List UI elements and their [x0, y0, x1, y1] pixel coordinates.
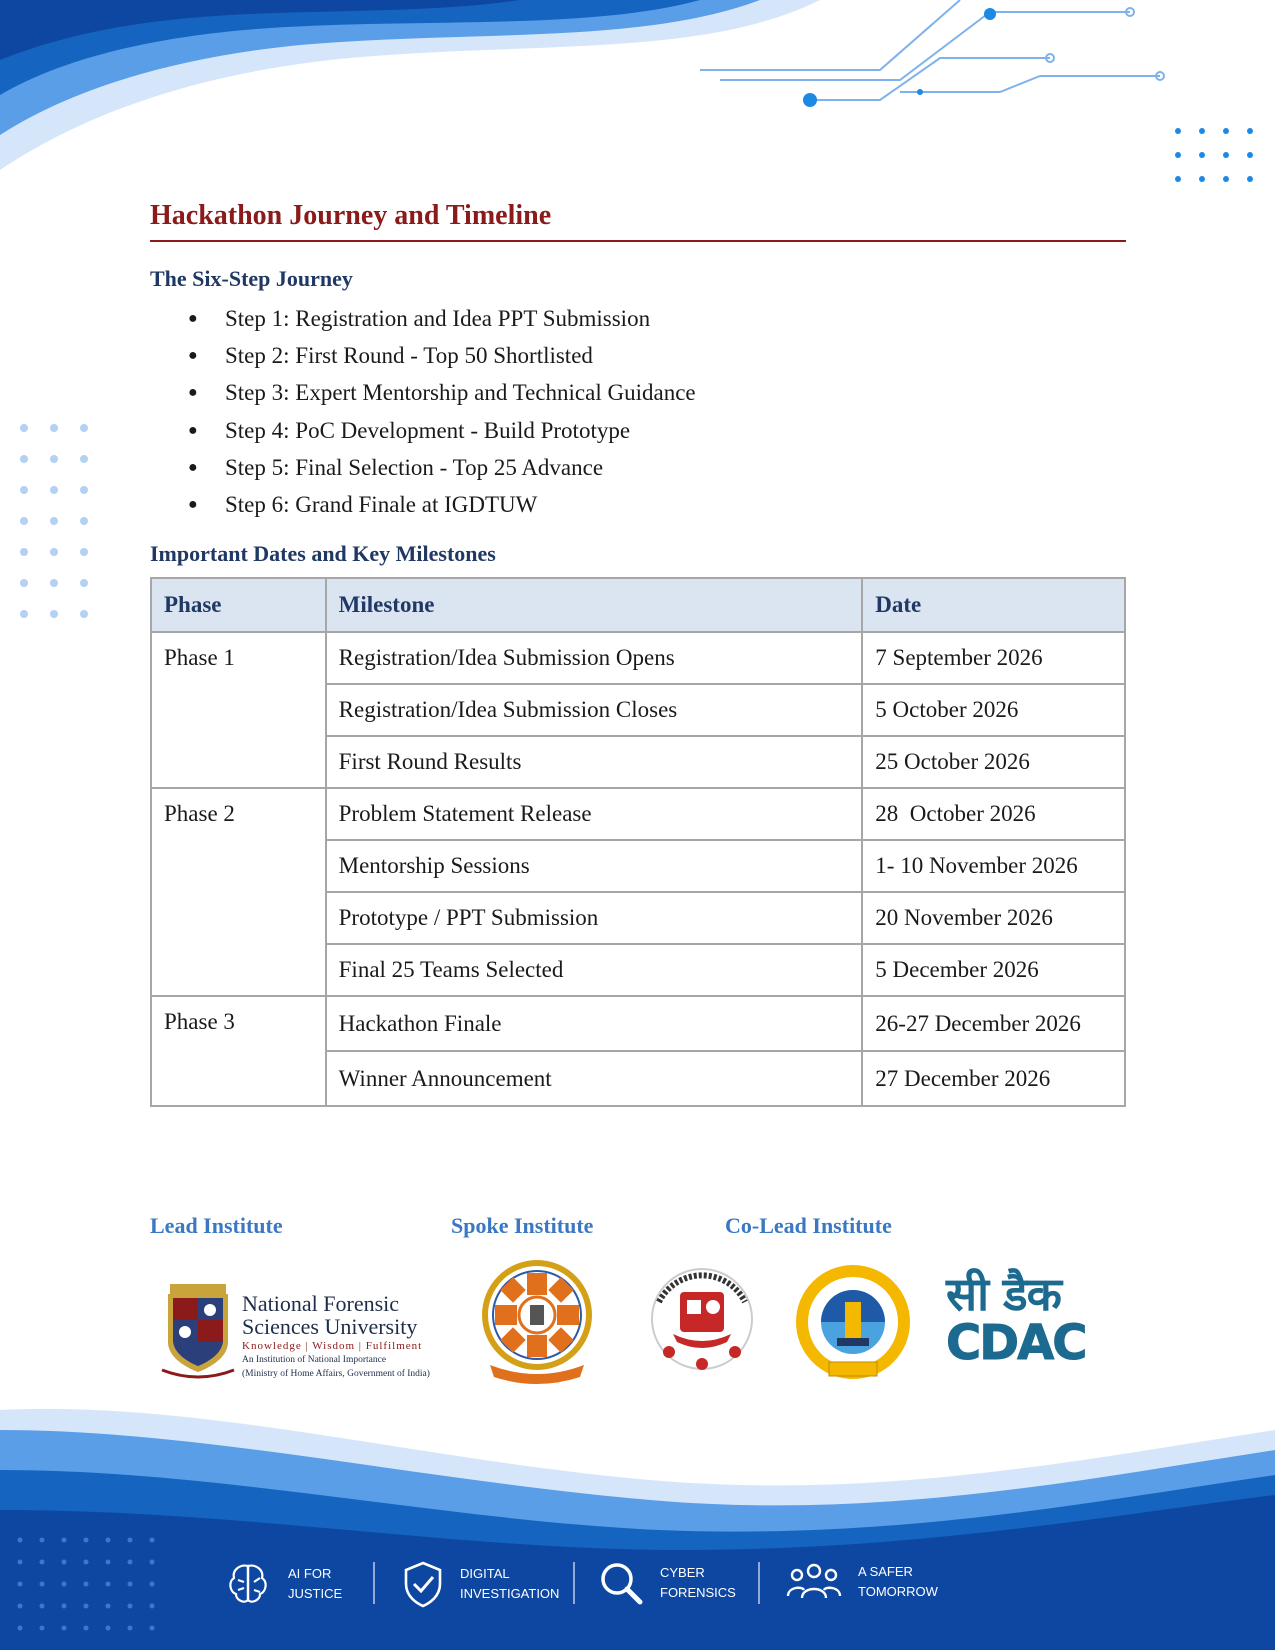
spoke-institute-label: Spoke Institute: [451, 1213, 594, 1238]
milestones-heading: Important Dates and Key Milestones: [150, 541, 496, 566]
step-text: Step 3: Expert Mentorship and Technical Guidance: [225, 380, 696, 406]
milestone-cell: Problem Statement Release: [326, 788, 863, 840]
footer-item-a-safer-tomorrow: [786, 1560, 938, 1604]
milestone-cell: Winner Announcement: [326, 1051, 863, 1106]
bullet-icon: ●: [188, 309, 198, 327]
cdac-english-wordmark: CDAC: [946, 1315, 1086, 1371]
milestone-cell: First Round Results: [326, 736, 863, 788]
footer-item-line2: INVESTIGATION: [460, 1586, 560, 1601]
left-dot-grid-decoration: [0, 0, 100, 640]
date-cell: 20 November 2026: [862, 892, 1125, 944]
nfsu-motto: Knowledge | Wisdom | Fulfilment: [242, 1340, 423, 1352]
phase-cell: Phase 1: [151, 632, 326, 788]
milestone-cell: Registration/Idea Submission Closes: [326, 684, 863, 736]
gtu-emblem-logo: [645, 1262, 760, 1380]
table-header-row: [151, 578, 1125, 632]
phase-cell: Phase 3: [151, 996, 326, 1106]
milestone-cell: Registration/Idea Submission Opens: [326, 632, 863, 684]
brain-icon: [224, 1560, 272, 1608]
date-cell: 26-27 December 2026: [862, 996, 1125, 1051]
bullet-icon: ●: [188, 496, 198, 514]
step-text: Step 4: PoC Development - Build Prototype: [225, 417, 631, 443]
cdac-hindi-wordmark: सी डैक: [946, 1267, 1061, 1321]
footer-item-cyber-forensics: [598, 1560, 736, 1606]
nfsu-name-line1: National Forensic: [242, 1291, 400, 1316]
column-header-phase: Phase: [151, 578, 326, 632]
footer-item-line1: A SAFER: [858, 1564, 913, 1579]
cdac-logo: [946, 1267, 1106, 1371]
step-text: Step 6: Grand Finale at IGDTUW: [225, 492, 538, 518]
people-icon: [786, 1560, 842, 1604]
list-item: [188, 412, 696, 449]
milestones-table: [150, 577, 1126, 1107]
shield-check-icon: [402, 1560, 444, 1608]
table-row: [151, 632, 1125, 684]
journey-steps-list: [188, 300, 696, 524]
date-cell: 27 December 2026: [862, 1051, 1125, 1106]
step-text: Step 2: First Round - Top 50 Shortlisted: [225, 342, 593, 368]
milestone-cell: Hackathon Finale: [326, 996, 863, 1051]
footer-item-ai-for-justice: [224, 1560, 342, 1608]
colead-institute-label: Co-Lead Institute: [725, 1213, 892, 1238]
list-item: [188, 486, 696, 523]
bullet-icon: ●: [188, 421, 198, 439]
bullet-icon: ●: [188, 458, 198, 476]
footer-wave-decoration: [0, 1400, 1275, 1650]
footer-item-line1: DIGITAL: [460, 1566, 510, 1581]
milestone-cell: Prototype / PPT Submission: [326, 892, 863, 944]
bullet-icon: ●: [188, 384, 198, 402]
table-row: [151, 788, 1125, 840]
footer-item-line1: CYBER: [660, 1565, 705, 1580]
footer-item-digital-investigation: [402, 1560, 559, 1608]
list-item: [188, 337, 696, 374]
magnifier-icon: [598, 1560, 644, 1606]
footer-divider: [573, 1562, 575, 1604]
date-cell: 5 December 2026: [862, 944, 1125, 996]
date-cell: 1- 10 November 2026: [862, 840, 1125, 892]
date-cell: 7 September 2026: [862, 632, 1125, 684]
bullet-icon: ●: [188, 346, 198, 364]
step-text: Step 5: Final Selection - Top 25 Advance: [225, 454, 604, 480]
footer-item-line2: FORENSICS: [660, 1585, 736, 1600]
list-item: [188, 449, 696, 486]
title-underline: [150, 240, 1126, 242]
list-item: [188, 300, 696, 337]
journey-heading: The Six-Step Journey: [150, 266, 353, 291]
lead-institute-label: Lead Institute: [150, 1213, 283, 1238]
nfsu-status-line1: An Institution of National Importance: [242, 1355, 387, 1365]
nfsu-name-line2: Sciences University: [242, 1314, 418, 1339]
footer-item-line2: TOMORROW: [858, 1584, 938, 1599]
phase-cell: Phase 2: [151, 788, 326, 996]
column-header-date: Date: [862, 578, 1125, 632]
date-cell: 25 October 2026: [862, 736, 1125, 788]
milestone-cell: Mentorship Sessions: [326, 840, 863, 892]
footer-divider: [373, 1562, 375, 1604]
date-cell: 5 October 2026: [862, 684, 1125, 736]
step-text: Step 1: Registration and Idea PPT Submission: [225, 305, 651, 331]
footer-item-line1: AI FOR: [288, 1566, 332, 1581]
colead-institute-emblem-logo: [793, 1262, 913, 1387]
header-wave-decoration: [0, 0, 1275, 220]
list-item: [188, 375, 696, 412]
milestone-cell: Final 25 Teams Selected: [326, 944, 863, 996]
column-header-milestone: Milestone: [326, 578, 863, 632]
footer-item-line2: JUSTICE: [288, 1586, 343, 1601]
spoke-institute-emblem-logo: [480, 1255, 595, 1385]
date-cell: 28 October 2026: [862, 788, 1125, 840]
nfsu-wordmark: [242, 1292, 430, 1380]
footer-divider: [758, 1562, 760, 1604]
page-title: Hackathon Journey and Timeline: [150, 200, 552, 231]
table-row: [151, 996, 1125, 1051]
nfsu-status-line2: (Ministry of Home Affairs, Government of India): [242, 1369, 430, 1379]
nfsu-emblem-logo: [160, 1280, 240, 1382]
